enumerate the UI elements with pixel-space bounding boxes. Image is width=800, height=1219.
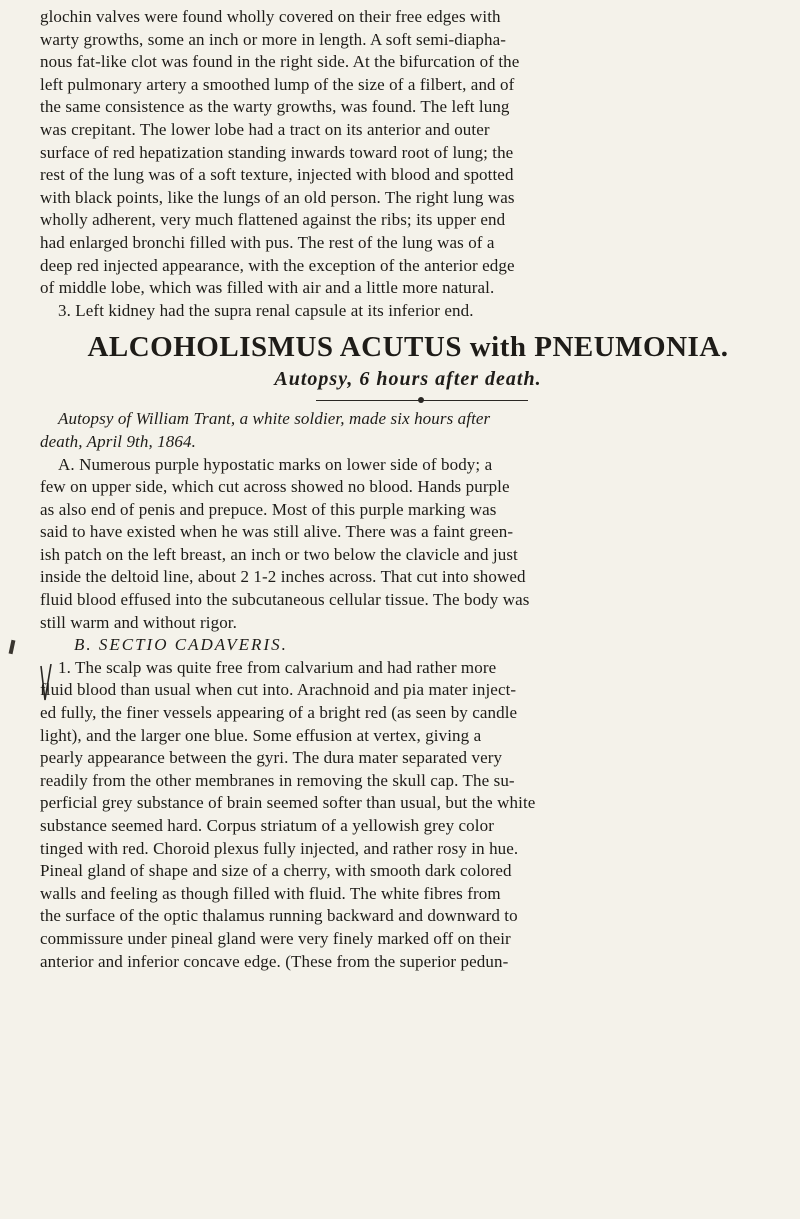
text-line: pearly appearance between the gyri. The dura mater separated very: [40, 748, 503, 768]
case-heading: ALCOHOLISMUS ACUTUS with PNEUMONIA.: [87, 331, 729, 364]
text-line: glochin valves were found wholly covered on their free edges with: [40, 7, 501, 26]
text-line: inside the deltoid line, about 2 1-2 inches across. That cut into showed: [40, 567, 526, 587]
text-line: left pulmonary artery a smoothed lump of the size of a filbert, and of: [40, 74, 515, 94]
text-line: of middle lobe, which was filled with air and a little more natural.: [40, 278, 495, 298]
text-line: readily from the other membranes in removing the skull cap. The su-: [40, 770, 515, 790]
text-line: few on upper side, which cut across showed no blood. Hands purple: [40, 477, 510, 497]
text-line: the same consistence as the warty growths, was found. The left lung: [40, 97, 510, 117]
text-line: anterior and inferior concave edge. (These from the superior pedun-: [40, 951, 509, 971]
text-line: nous fat-like clot was found in the right side. At the bifurcation of the: [40, 52, 520, 72]
intro-line: death, April 9th, 1864.: [40, 431, 196, 451]
text-line: commissure under pineal gland were very finely marked off on their: [40, 928, 511, 948]
section-a: [40, 454, 776, 635]
text-line: ed fully, the finer vessels appearing of a bright red (as seen by candle: [40, 703, 518, 723]
text-line: still warm and without rigor.: [40, 612, 237, 632]
text-line: ish patch on the left breast, an inch or two below the clavicle and just: [40, 544, 518, 564]
text-line: rest of the lung was of a soft texture, injected with blood and spotted: [40, 165, 514, 185]
text-line: perficial grey substance of brain seemed softer than usual, but the white: [40, 793, 536, 813]
continued-paragraph: [40, 6, 776, 322]
text-line: the surface of the optic thalamus running backward and downward to: [40, 906, 518, 926]
text-line: light), and the larger one blue. Some effusion at vertex, giving a: [40, 725, 482, 745]
text-line: 1. The scalp was quite free from calvarium and had rather more: [58, 657, 497, 677]
text-line: walls and feeling as though filled with fluid. The white fibres from: [40, 883, 501, 903]
text-line: as also end of penis and prepuce. Most of this purple marking was: [40, 499, 497, 519]
text-column: [40, 6, 776, 973]
text-line: fluid blood effused into the subcutaneous cellular tissue. The body was: [40, 590, 530, 610]
divider: [40, 392, 776, 408]
text-line: substance seemed hard. Corpus striatum of a yellowish grey color: [40, 816, 494, 835]
intro-line: Autopsy of William Trant, a white soldier, made six hours after: [58, 409, 491, 429]
case-subheading: Autopsy, 6 hours after death.: [274, 368, 542, 391]
section-b-heading: B. SECTIO CADAVERIS.: [74, 635, 288, 655]
margin-mark: [9, 640, 16, 655]
text-line: was crepitant. The lower lobe had a tract on its anterior and outer: [40, 119, 490, 139]
section-b: [40, 657, 776, 973]
text-line: warty growths, some an inch or more in length. A soft semi-diapha-: [40, 29, 506, 49]
text-line: deep red injected appearance, with the exception of the anterior edge: [40, 255, 515, 275]
text-line: tinged with red. Choroid plexus fully injected, and rather rosy in hue.: [40, 838, 519, 858]
text-line: 3. Left kidney had the supra renal capsule at its inferior end.: [58, 300, 474, 320]
text-line: A. Numerous purple hypostatic marks on lower side of body; a: [58, 454, 493, 474]
text-line: with black points, like the lungs of an old person. The right lung was: [40, 187, 515, 207]
text-line: had enlarged bronchi filled with pus. The rest of the lung was of a: [40, 232, 495, 252]
text-line: surface of red hepatization standing inwards toward root of lung; the: [40, 142, 514, 162]
text-line: Pineal gland of shape and size of a cherry, with smooth dark colored: [40, 861, 512, 881]
text-line: fluid blood than usual when cut into. Arachnoid and pia mater inject-: [40, 680, 517, 700]
text-line: said to have existed when he was still alive. There was a faint green-: [40, 522, 514, 542]
text-line: wholly adherent, very much flattened against the ribs; its upper end: [40, 210, 506, 230]
